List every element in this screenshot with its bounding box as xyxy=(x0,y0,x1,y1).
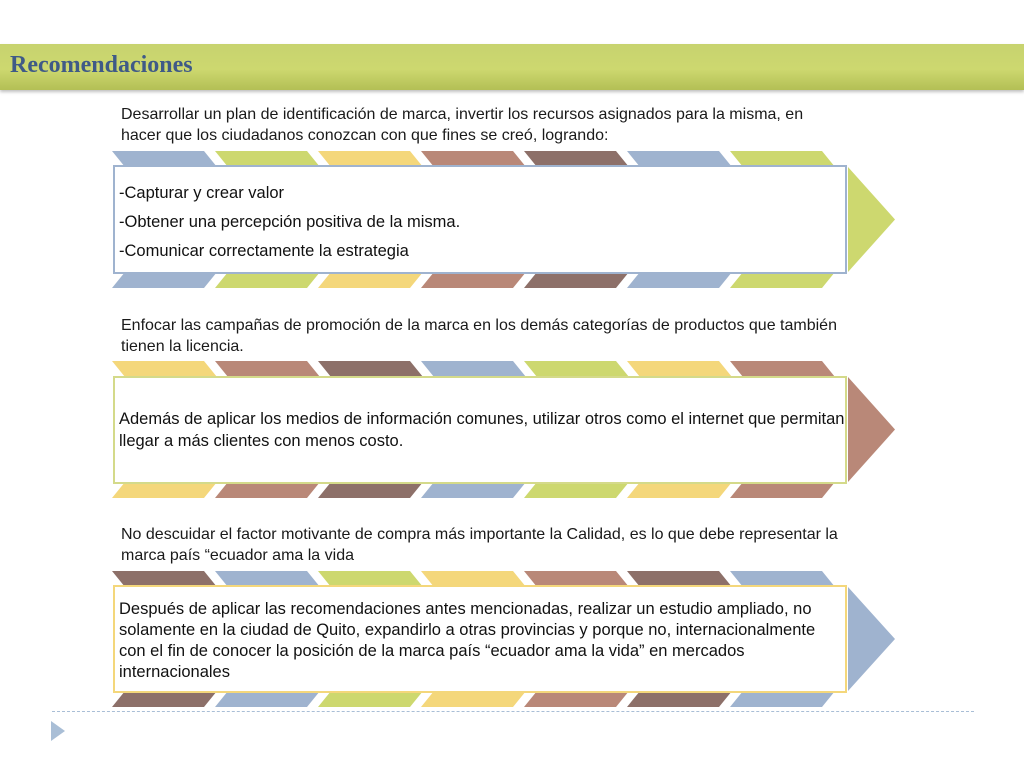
section-1-item-1: -Capturar y crear valor xyxy=(119,184,285,202)
section-1-item-3: -Comunicar correctamente la estrategia xyxy=(119,242,409,260)
section-2-intro: Enfocar las campañas de promoción de la marca en los demás categorías de productos que también tienen la licencia. xyxy=(121,317,837,355)
chevron-stripe-bottom xyxy=(627,691,732,707)
arrow-tip xyxy=(848,587,895,691)
footer-divider xyxy=(52,711,974,712)
chevron-stripe-bottom xyxy=(524,691,629,707)
chevron-stripe-bottom xyxy=(421,691,526,707)
chevron-stripe-bottom xyxy=(318,691,423,707)
section-3-box xyxy=(113,585,847,693)
chevron-stripe-bottom xyxy=(730,691,835,707)
chevron-stripe-bottom xyxy=(215,691,320,707)
section-3-intro: No descuidar el factor motivante de compra más importante la Calidad, es lo que debe representar la marca país “ecuador ama la vida xyxy=(121,526,838,564)
section-1-intro: Desarrollar un plan de identificación de marca, invertir los recursos asignados para la misma, en hacer que los ciudadanos conozcan con que fines se creó, logrando: xyxy=(121,106,804,144)
section-3-text: Después de aplicar las recomendaciones antes mencionadas, realizar un estudio ampliado, no solamente en la ciudad de Quito, expandirlo a otras provincias y porque no, internacionalmente con el fin de conocer la posición de la marca país “ecuador ama la vida” en mercados internacionales xyxy=(119,600,816,681)
section-2-text: Además de aplicar los medios de información comunes, utilizar otros como el internet que permitan llegar a más clientes con menos costo. xyxy=(119,410,845,450)
slide-title: Recomendaciones xyxy=(10,52,193,78)
play-arrow-icon xyxy=(50,720,66,742)
chevron-stripe-bottom xyxy=(112,691,217,707)
section-1-item-2: -Obtener una percepción positiva de la misma. xyxy=(119,213,461,231)
